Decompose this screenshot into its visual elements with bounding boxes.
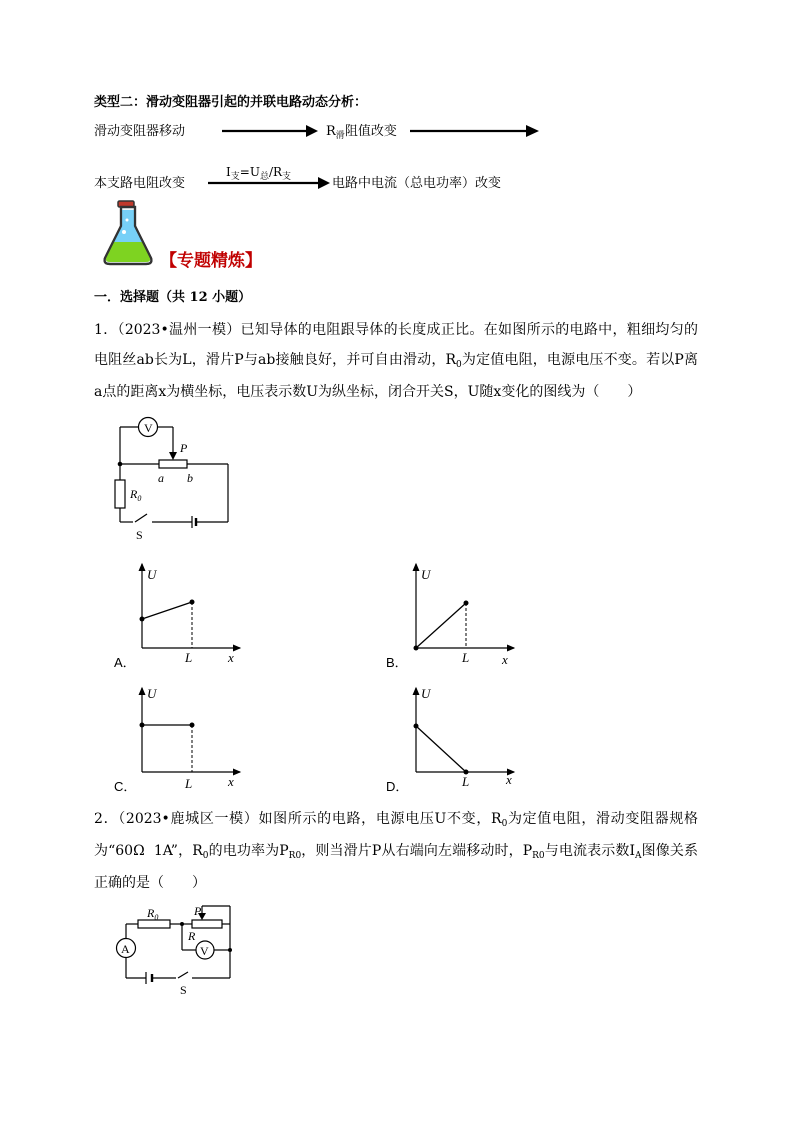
r0-label: $R_0$ [147,906,159,922]
arrow-icon [206,174,332,192]
banner-title: 【专题精炼】 [160,251,262,271]
section-heading: 类型二：滑动变阻器引起的并联电路动态分析： [94,95,368,110]
slider-label: P [194,904,202,918]
rheostat-label: R [188,929,196,943]
flow-step-branch-resistance: 本支路电阻改变 [94,176,186,191]
y-axis-label: U [147,567,157,582]
tick-L-label: L [185,776,193,791]
tick-L-label: L [462,650,470,665]
y-axis-label: U [421,567,431,582]
x-axis-label: x [502,652,508,667]
flow-step-current-change: 电路中电流（总电功率）改变 [332,176,502,191]
x-axis-label: x [506,772,512,787]
formula-label: $I_支=U_总/R_支$ [226,165,292,182]
point-a-label: a [158,471,164,485]
option-a-label[interactable]: A． [114,655,136,670]
arrow-icon [220,122,320,140]
slider-label: P [180,441,188,455]
flow-step-resistance-change: $R_滑$阻值改变 [326,124,397,141]
voltmeter-label: V [144,421,153,435]
switch-label: S [136,528,143,542]
x-axis-label: x [228,774,234,789]
question-2-text: 2．（2023•鹿城区一模）如图所示的电路，电源电压U不变，$R_0$为定值电阻，滑动变阻器规格为“60Ω 1A”，$R_0$的电功率为$P_{R0}$，则当滑片P从右端向左端移动时，$P_{R0}$与电流表示数$I_A$图像关系正确的是（ ） [94,811,699,891]
flask-icon [100,198,156,268]
option-d-label[interactable]: D． [386,779,409,794]
tick-L-label: L [185,650,193,665]
y-axis-label: U [147,686,157,701]
part-title: 一．选择题（共 12 小题） [94,290,252,305]
switch-label: S [180,983,187,997]
question-1-text: 1．（2023•温州一模）已知导体的电阻跟导体的长度成正比。在如图所示的电路中，粗细均匀的电阻丝ab长为L，滑片P与ab接触良好，并可自由滑动，$R_0$为定值电阻，电源电压不变。若以P离a点的距离x为横坐标，电压表示数U为纵坐标，闭合开关S，U随x变化的图线为（ ） [94,322,699,400]
question-1-circuit [100,412,240,542]
ammeter-label: A [121,942,130,956]
x-axis-label: x [228,650,234,665]
r0-label: $R_0$ [130,487,142,503]
tick-L-label: L [462,774,470,789]
point-b-label: b [187,471,193,485]
option-c-label[interactable]: C． [114,779,137,794]
option-b-label[interactable]: B． [386,655,408,670]
question-2-circuit [110,898,250,998]
arrow-icon [408,122,542,140]
voltmeter-label: V [200,944,209,958]
y-axis-label: U [421,686,431,701]
flow-step-slider-move: 滑动变阻器移动 [94,124,186,139]
